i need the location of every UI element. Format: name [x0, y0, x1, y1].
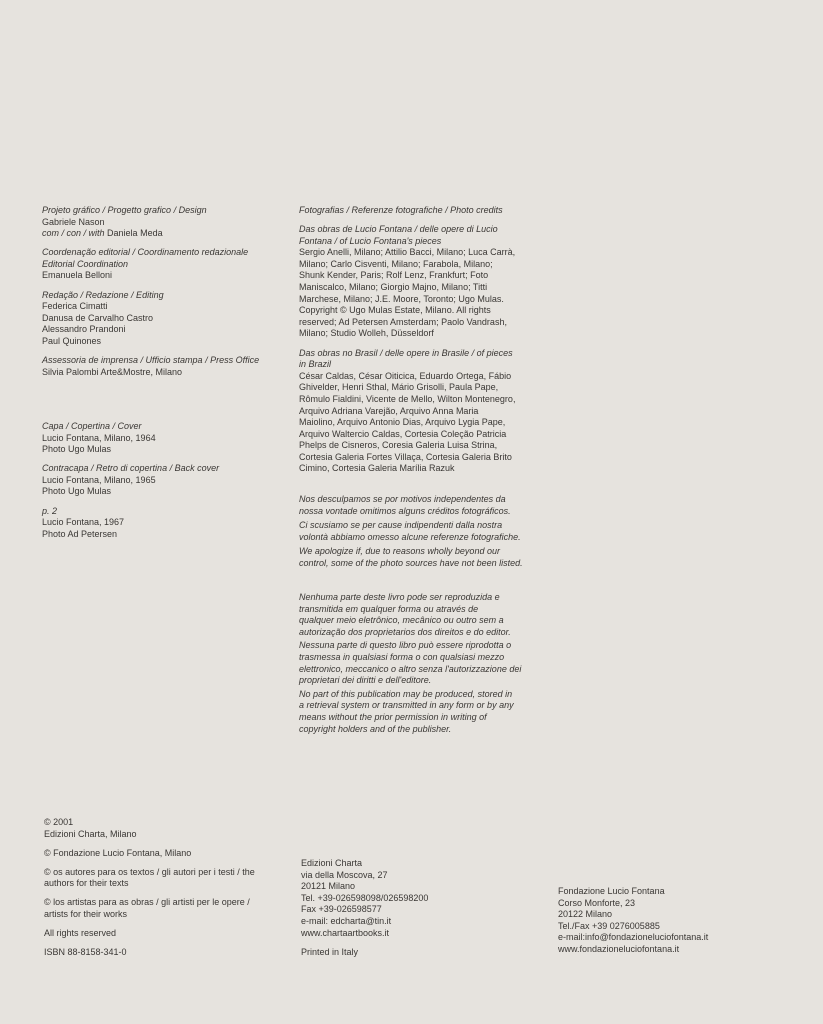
- apology-en: [299, 546, 523, 569]
- credit-line: Rômulo Fialdini, Vicente de Mello, Wilton Montenegro,: [299, 393, 516, 404]
- publisher-block: [301, 858, 428, 966]
- foundation-phone: Tel./Fax +39 0276005885: [558, 920, 660, 931]
- isbn-text: ISBN 88-8158-341-0: [44, 947, 127, 958]
- brazil-works-credits: [299, 348, 515, 476]
- rights-line: proprietari dei diritti e dell'editore.: [299, 675, 432, 686]
- credit-line: Marchese, Milano; J.E. Moore, Toronto; Ugo Mulas.: [299, 293, 504, 304]
- designer-name: Gabriele Nason: [42, 216, 105, 227]
- credit-line: Cortesia Galeria Fortes Villaça, Cortesia Galeria Brito: [299, 451, 512, 462]
- left-credits-column: [42, 205, 259, 386]
- fontana-works-credits: [299, 224, 515, 340]
- page2-heading: p. 2: [42, 505, 58, 516]
- apology-it: [299, 520, 523, 543]
- credit-line: Copyright © Ugo Mulas Estate, Milano. All rights: [299, 305, 491, 316]
- foundation-email: e-mail:info@fondazioneluciofontana.it: [558, 932, 709, 943]
- rights-line: No part of this publication may be produced, stored in: [299, 688, 513, 699]
- rights-en: [299, 689, 521, 735]
- editing-name: Federica Cimatti: [42, 301, 108, 312]
- fontana-works-heading: Das obras de Lucio Fontana / delle opere di Lucio: [299, 224, 498, 235]
- editing-name: Paul Quinones: [42, 335, 102, 346]
- rights-line: copyright holders and of the publisher.: [299, 723, 452, 734]
- copyright-line: Edizioni Charta, Milano: [44, 828, 137, 839]
- press-credit: [42, 355, 259, 378]
- foundation-block: [558, 886, 708, 956]
- photo-credits-title: [299, 205, 515, 217]
- with-name: Daniela Meda: [107, 228, 163, 239]
- copyright-line: © 2001: [44, 817, 74, 827]
- rights-line: elettronico, meccanico o altro senza l'autorizzazione dei: [299, 663, 522, 674]
- credit-line: Maniscalco, Milano; Giorgio Majno, Milano; Titti: [299, 282, 488, 293]
- apology-line: control, some of the photo sources have not been listed.: [299, 557, 523, 568]
- apology-line: Nos desculpamos se por motivos independentes da: [299, 494, 506, 504]
- apology-line: We apologize if, due to reasons wholly beyond our: [299, 546, 500, 557]
- cover-heading: Capa / Copertina / Cover: [42, 421, 142, 431]
- copyright-line: © los artistas para as obras / gli artisti per le opere /: [44, 897, 250, 908]
- back-cover-line: Lucio Fontana, Milano, 1965: [42, 474, 156, 485]
- photo-credits-column: [299, 205, 515, 483]
- credit-line: Milano; Carlo Cisventi, Milano; Farabola, Milano;: [299, 258, 493, 269]
- publisher-line: 20121 Milano: [301, 881, 356, 892]
- photo-credits-heading: Fotografias / Referenze fotografiche / Photo credits: [299, 205, 503, 215]
- rights-line: a retrieval system or transmitted in any form or by any: [299, 700, 514, 711]
- rights-line: means without the prior permission in writing of: [299, 711, 487, 722]
- printed-in-text: Printed in Italy: [301, 946, 359, 957]
- credit-line: César Caldas, César Oiticica, Eduardo Ortega, Fábio: [299, 370, 512, 381]
- page2-credit: [42, 506, 219, 541]
- copyright-artists: [44, 897, 255, 920]
- cover-line: Photo Ugo Mulas: [42, 444, 112, 455]
- publisher-fax: Fax +39-026598577: [301, 904, 382, 915]
- foundation-name: Fondazione Lucio Fontana: [558, 886, 665, 896]
- back-cover-line: Photo Ugo Mulas: [42, 486, 112, 497]
- copyright-line: authors for their texts: [44, 878, 129, 889]
- publisher-address: [301, 858, 428, 939]
- credit-line: Shunk Kender, Paris; Rolf Lenz, Frankfurt; Foto: [299, 270, 489, 281]
- editorial-credit: [42, 247, 259, 282]
- rights-line: trasmessa in qualsiasi forma o con qualsiasi mezzo: [299, 651, 505, 662]
- rights-line: qualquer meio eletrônico, mecânico ou outro sem a: [299, 615, 504, 626]
- page2-line: Lucio Fontana, 1967: [42, 517, 125, 528]
- copyright-authors: [44, 867, 255, 890]
- publisher-phone: Tel. +39-026598098/026598200: [301, 892, 429, 903]
- credit-line: Arquivo Adriana Varejão, Arquivo Anna Maria: [299, 405, 479, 416]
- apology-pt: [299, 494, 523, 517]
- publisher-line: via della Moscova, 27: [301, 869, 388, 880]
- publisher-website: www.chartaartbooks.it: [301, 927, 390, 938]
- back-cover-heading: Contracapa / Retro di copertina / Back cover: [42, 463, 220, 474]
- with-prefix: com / con / with: [42, 228, 105, 239]
- apology-line: Ci scusiamo se per cause indipendenti dalla nostra: [299, 520, 503, 531]
- editing-name: Danusa de Carvalho Castro: [42, 312, 154, 323]
- design-heading: Projeto gráfico / Progetto grafico / Design: [42, 205, 207, 215]
- copyright-line: © os autores para os textos / gli autori per i testi / the: [44, 866, 255, 877]
- rights-notice: [299, 592, 521, 742]
- editorial-name: Emanuela Belloni: [42, 270, 113, 281]
- copyright-line: artists for their works: [44, 909, 128, 920]
- rights-it: [299, 640, 521, 686]
- cover-credit: [42, 421, 219, 456]
- apology-line: volontà abbiamo omesso alcune referenze fotografiche.: [299, 531, 521, 542]
- apology-line: nossa vontade omitimos alguns créditos fotográficos.: [299, 505, 511, 516]
- printed-in: [301, 947, 428, 959]
- credit-line: Ghivelder, Henri Sthal, Mário Grisolli, Paula Pape,: [299, 382, 499, 393]
- fontana-works-heading: Fontana / of Lucio Fontana's pieces: [299, 235, 442, 246]
- publisher-name: Edizioni Charta: [301, 858, 363, 868]
- credit-line: Arquivo Waltercio Caldas, Cortesia Coleção Patricia: [299, 428, 507, 439]
- editorial-heading-en: Editorial Coordination: [42, 258, 129, 269]
- publisher-email: e-mail: edcharta@tin.it: [301, 915, 392, 926]
- rights-line: transmitida em qualquer forma ou através de: [299, 603, 479, 614]
- editing-heading: Redação / Redazione / Editing: [42, 289, 164, 300]
- credit-line: reserved; Ad Petersen Amsterdam; Paolo Vandrash,: [299, 316, 507, 327]
- editing-name: Alessandro Prandoni: [42, 324, 126, 335]
- copyright-year: [44, 817, 255, 840]
- credit-line: Sergio Anelli, Milano; Attilio Bacci, Milano; Luca Carrà,: [299, 247, 516, 258]
- credit-line: Milano; Studio Wolleh, Düsseldorf: [299, 328, 434, 339]
- apology-notice: [299, 494, 523, 577]
- press-name: Silvia Palombi Arte&Mostre, Milano: [42, 366, 183, 377]
- credit-line: Maiolino, Arquivo Antonio Dias, Arquivo Lygia Pape,: [299, 417, 506, 428]
- design-credit: [42, 205, 259, 240]
- rights-line: Nenhuma parte deste livro pode ser reproduzida e: [299, 592, 500, 602]
- credit-line: Phelps de Cisneros, Coresia Galeria Luisa Strina,: [299, 440, 498, 451]
- brazil-works-heading: Das obras no Brasil / delle opere in Brasile / of pieces: [299, 347, 513, 358]
- cover-line: Lucio Fontana, Milano, 1964: [42, 432, 156, 443]
- foundation-line: Corso Monforte, 23: [558, 897, 636, 908]
- rights-line: autorização dos proprietarios dos direitos e do editor.: [299, 626, 511, 637]
- editorial-heading: Coordenação editorial / Coordinamento redazionale: [42, 247, 249, 258]
- press-heading: Assessoria de imprensa / Ufficio stampa / Press Office: [42, 355, 260, 366]
- rights-line: Nessuna parte di questo libro può essere riprodotta o: [299, 640, 512, 651]
- design-with-line: [42, 228, 259, 240]
- foundation-line: 20122 Milano: [558, 909, 613, 920]
- cover-credits-column: [42, 421, 219, 548]
- copyright-fondazione: [44, 848, 255, 860]
- foundation-website: www.fondazioneluciofontana.it: [558, 943, 680, 954]
- back-cover-credit: [42, 463, 219, 498]
- page2-line: Photo Ad Petersen: [42, 528, 118, 539]
- rights-pt: [299, 592, 521, 638]
- isbn: [44, 947, 255, 959]
- credit-line: Cimino, Cortesia Galeria Marília Razuk: [299, 463, 455, 474]
- copyright-block: [44, 817, 255, 966]
- copyright-line: © Fondazione Lucio Fontana, Milano: [44, 847, 192, 858]
- all-rights-reserved: [44, 928, 255, 940]
- editing-credit: [42, 290, 259, 348]
- brazil-works-heading: in Brazil: [299, 359, 332, 370]
- rights-reserved-text: All rights reserved: [44, 928, 117, 939]
